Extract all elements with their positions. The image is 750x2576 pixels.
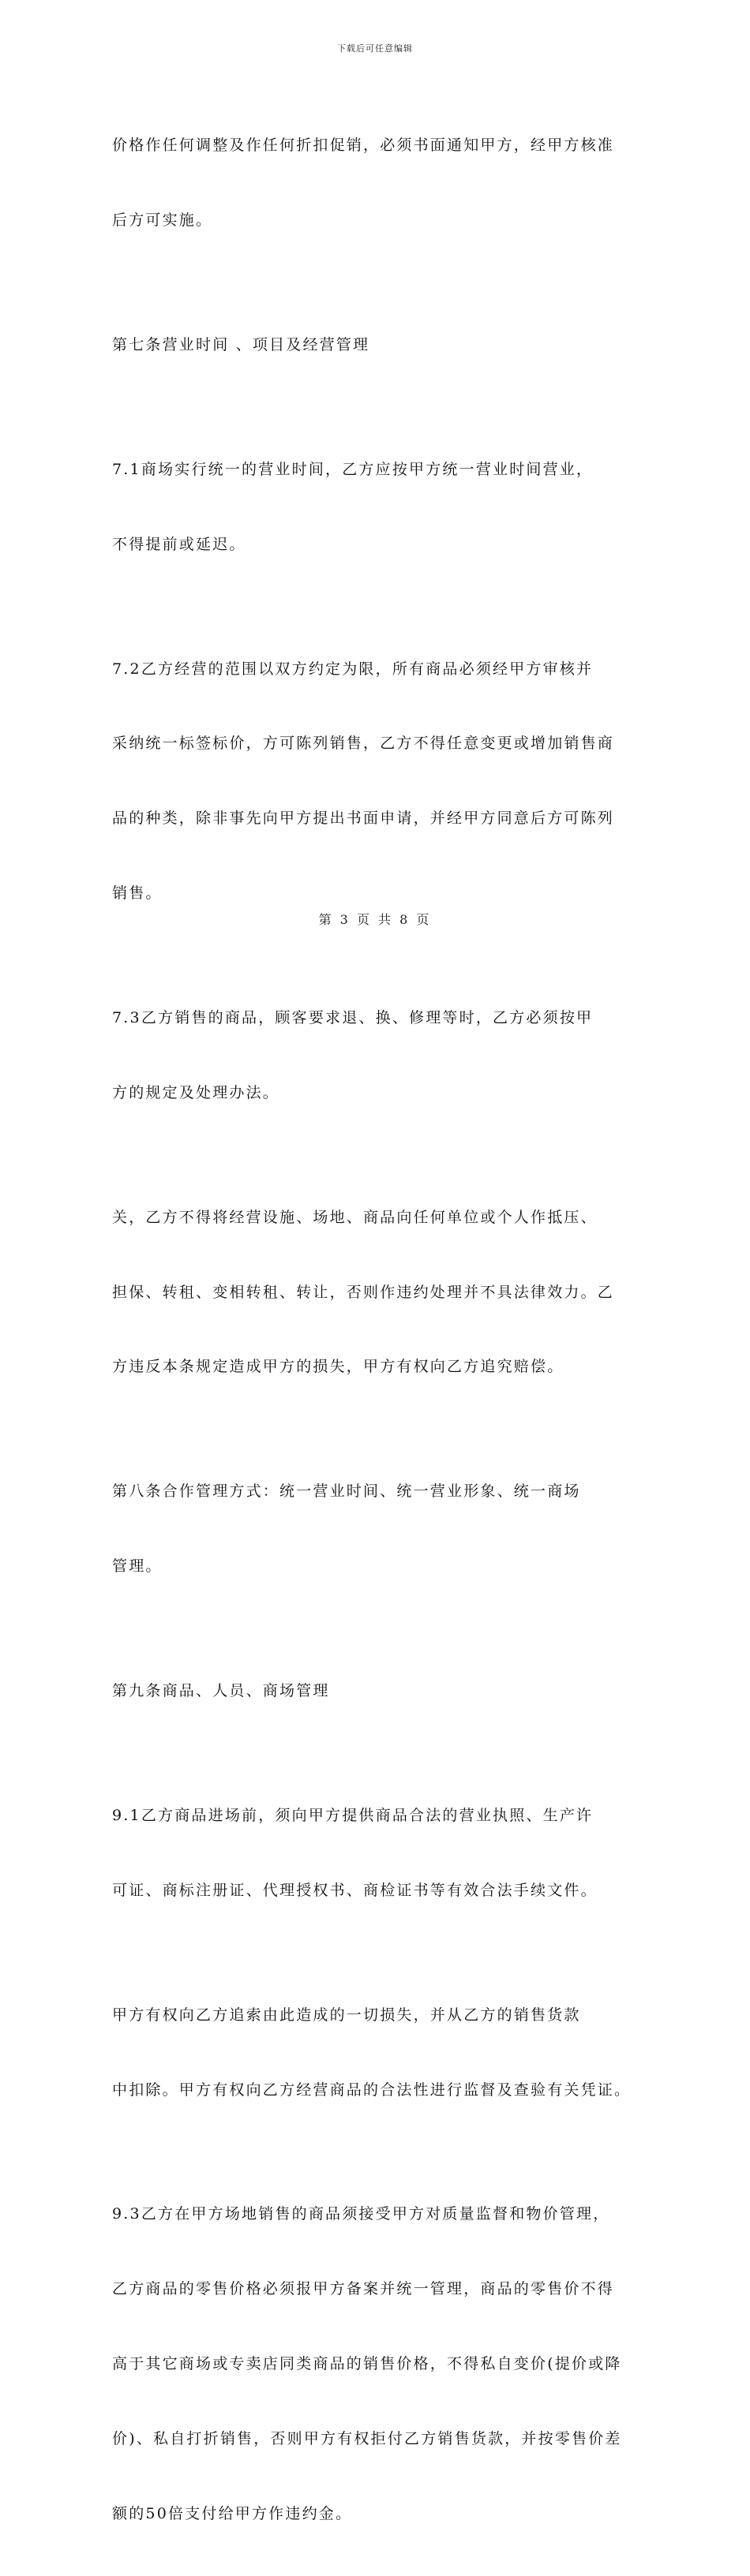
text-line: 价)、私自打折销售，否则甲方有权拒付乙方销售货款，并按零售价差 xyxy=(112,2429,622,2447)
paragraph xyxy=(112,84,649,283)
page-header: 下载后可任意编辑 xyxy=(337,43,413,54)
text-line: 第八条合作管理方式：统一营业时间、统一营业形象、统一商场 xyxy=(112,1482,581,1501)
text-line: 9.3乙方在甲方场地销售的商品须接受甲方对质量监督和物价管理， xyxy=(112,2205,610,2223)
text-line: 乙方商品的零售价格必须报甲方备案并统一管理，商品的零售价不得 xyxy=(112,2280,615,2298)
text-line: 品的种类，除非事先向甲方提出书面申请，并经甲方同意后方可陈列 xyxy=(112,809,615,828)
text-line: 7.2乙方经营的范围以双方约定为限，所有商品必须经甲方审核并 xyxy=(112,660,594,678)
page-footer: 第 3 页 共 8 页 xyxy=(318,912,432,927)
paragraph-heading xyxy=(112,1629,649,1754)
text-line: 9.1乙方商品进场前，须向甲方提供商品合法的营业执照、生产许 xyxy=(112,1806,594,1824)
paragraph xyxy=(112,408,649,608)
text-line: 价格作任何调整及作任何折扣促销，必须书面通知甲方，经甲方核准 xyxy=(112,136,615,155)
paragraph xyxy=(112,1953,649,2153)
text-line: 高于其它商场或专卖店同类商品的销售价格，不得私自变价(提价或降 xyxy=(112,2355,622,2373)
paragraph xyxy=(112,1754,649,1953)
text-line: 采纳统一标签标价，方可陈列销售，乙方不得任意变更或增加销售商 xyxy=(112,735,615,753)
text-line: 后方可实施。 xyxy=(112,211,213,229)
paragraph xyxy=(112,607,649,955)
text-line: 方违反本条规定造成甲方的损失，甲方有权向乙方追究赔偿。 xyxy=(112,1358,564,1376)
paragraph-heading xyxy=(112,283,649,408)
text-line: 第七条营业时间 、项目及经营管理 xyxy=(112,335,370,353)
text-line: 可证、商标注册证、代理授权书、商检证书等有效合法手续文件。 xyxy=(112,1881,598,1899)
text-line: 销售。 xyxy=(112,884,163,902)
text-line: 不得提前或延迟。 xyxy=(112,535,246,553)
text-line: 7.1商场实行统一的营业时间，乙方应按甲方统一营业时间营业， xyxy=(112,460,594,478)
paragraph xyxy=(112,956,649,1156)
paragraph xyxy=(112,1156,649,1430)
text-line: 7.3乙方销售的商品，顾客要求退、换、修理等时，乙方必须按甲 xyxy=(112,1008,594,1026)
text-line: 担保、转租、变相转租、转让，否则作违约处理并不具法律效力。乙 xyxy=(112,1283,615,1301)
text-line: 管理。 xyxy=(112,1557,163,1576)
text-line: 方的规定及处理办法。 xyxy=(112,1083,280,1101)
paragraph xyxy=(112,2152,649,2576)
text-line: 额的50倍支付给甲方作违约金。 xyxy=(112,2504,353,2522)
text-line: 甲方有权向乙方追索由此造成的一切损失，并从乙方的销售货款 xyxy=(112,2006,581,2024)
text-line: 关，乙方不得将经营设施、场地、商品向任何单位或个人作抵压、 xyxy=(112,1208,598,1226)
text-line: 第九条商品、人员、商场管理 xyxy=(112,1682,330,1699)
paragraph xyxy=(112,1430,649,1629)
document-body xyxy=(112,84,649,2576)
text-line: 中扣除。甲方有权向乙方经营商品的合法性进行监督及查验有关凭证。 xyxy=(112,2081,632,2099)
